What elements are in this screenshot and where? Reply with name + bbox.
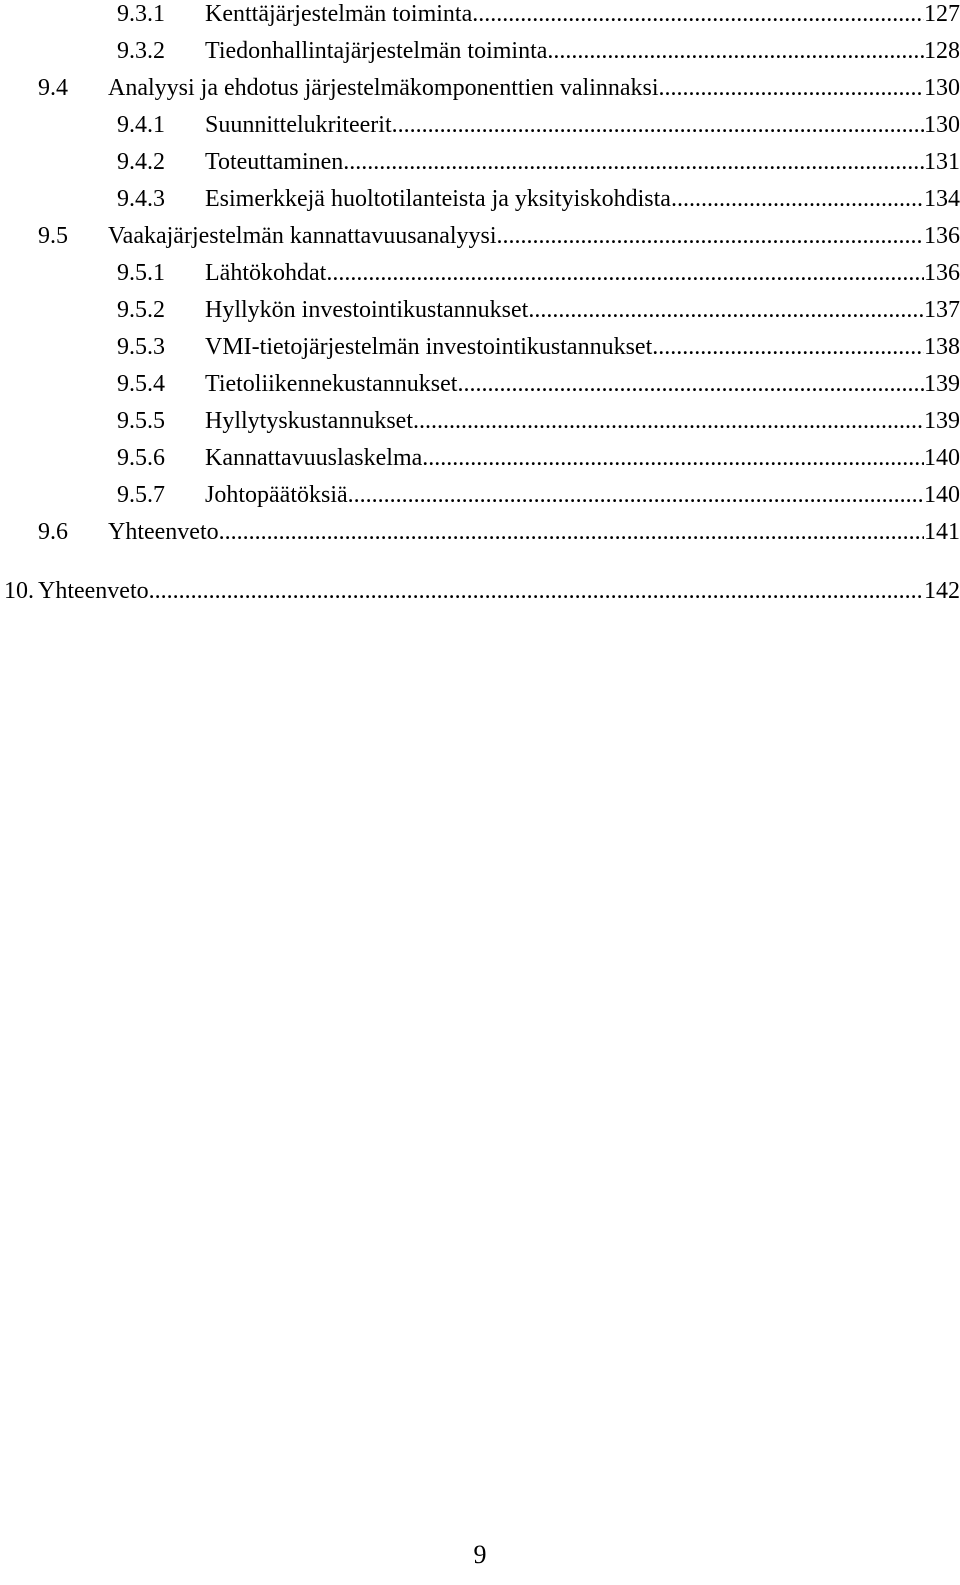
toc-dot-leader	[472, 0, 924, 32]
toc-entry-title: Hyllytyskustannukset	[205, 408, 413, 434]
toc-entry-page: 130	[924, 112, 960, 138]
toc-entry-9-5-3[interactable]	[0, 330, 960, 365]
toc-entry-number: 9.5.4	[117, 371, 165, 397]
toc-entry-title: Yhteenveto	[38, 578, 149, 604]
toc-entry-number: 9.4	[38, 75, 68, 101]
toc-entry-page: 130	[924, 75, 960, 101]
toc-entry-number: 9.6	[38, 519, 68, 545]
toc-dot-leader	[671, 182, 924, 217]
toc-entry-9-4-2[interactable]	[0, 145, 960, 180]
toc-entry-number: 9.5.6	[117, 445, 165, 471]
toc-dot-leader	[528, 293, 924, 328]
toc-entry-9-5-4[interactable]	[0, 367, 960, 402]
toc-dot-leader	[413, 404, 924, 439]
toc-entry-title: Esimerkkejä huoltotilanteista ja yksityiskohdista	[205, 186, 671, 212]
toc-entry-title: Tietoliikennekustannukset	[205, 371, 458, 397]
toc-entry-number: 9.4.1	[117, 112, 165, 138]
toc-entry-number: 9.4.2	[117, 149, 165, 175]
toc-dot-leader	[457, 367, 924, 402]
toc-entry-9-5-6[interactable]	[0, 441, 960, 476]
toc-entry-title: Toteuttaminen	[205, 149, 344, 175]
toc-entry-page: 137	[924, 297, 960, 323]
toc-entry-page: 138	[924, 334, 960, 360]
toc-entry-page: 139	[924, 408, 960, 434]
toc-entry-page: 136	[924, 223, 960, 249]
toc-dot-leader	[326, 256, 924, 291]
toc-entry-9-3-1[interactable]	[0, 0, 960, 32]
toc-entry-number: 9.5.2	[117, 297, 165, 323]
toc-entry-9-5-2[interactable]	[0, 293, 960, 328]
toc-entry-number: 9.5.7	[117, 482, 165, 508]
toc-entry-title: Kannattavuuslaskelma	[205, 445, 423, 471]
toc-entry-number: 9.5	[38, 223, 68, 249]
toc-entry-10[interactable]	[0, 574, 960, 609]
toc-entry-9-4[interactable]	[0, 71, 960, 106]
toc-entry-number: 9.5.1	[117, 260, 165, 286]
toc-dot-leader	[149, 574, 924, 609]
toc-entry-page: 136	[924, 260, 960, 286]
toc-dot-leader	[422, 441, 924, 476]
toc-entry-number: 9.3.1	[117, 1, 165, 27]
toc-entry-page: 139	[924, 371, 960, 397]
toc-entry-9-6[interactable]	[0, 515, 960, 550]
toc-dot-leader	[497, 219, 924, 254]
toc-entry-title: VMI-tietojärjestelmän investointikustannukset	[205, 334, 653, 360]
toc-entry-9-5[interactable]	[0, 219, 960, 254]
toc-entry-title: Johtopäätöksiä	[205, 482, 348, 508]
toc-dot-leader	[392, 108, 924, 143]
toc-entry-number: 9.3.2	[117, 38, 165, 64]
toc-entry-title: Suunnittelukriteerit	[205, 112, 392, 138]
toc-entry-title: Hyllykön investointikustannukset	[205, 297, 529, 323]
toc-dot-leader	[547, 34, 924, 69]
toc-entry-number: 10.	[4, 578, 34, 604]
toc-entry-title: Lähtökohdat	[205, 260, 327, 286]
toc-dot-leader	[659, 71, 924, 106]
toc-entry-number: 9.5.3	[117, 334, 165, 360]
toc-entry-page: 142	[924, 578, 960, 604]
toc-entry-page: 134	[924, 186, 960, 212]
toc-entry-number: 9.5.5	[117, 408, 165, 434]
toc-entry-title: Analyysi ja ehdotus järjestelmäkomponenttien valinnaksi	[108, 75, 659, 101]
toc-dot-leader	[219, 515, 924, 550]
toc-entry-page: 131	[924, 149, 960, 175]
toc-entry-title: Tiedonhallintajärjestelmän toiminta	[205, 38, 548, 64]
toc-entry-9-5-7[interactable]	[0, 478, 960, 513]
toc-entry-page: 141	[924, 519, 960, 545]
page-number: 9	[473, 1540, 487, 1569]
toc-entry-9-5-1[interactable]	[0, 256, 960, 291]
toc-entry-page: 140	[924, 482, 960, 508]
toc-entry-9-4-1[interactable]	[0, 108, 960, 143]
toc-entry-9-4-3[interactable]	[0, 182, 960, 217]
toc-entry-page: 128	[924, 38, 960, 64]
toc-entry-page: 140	[924, 445, 960, 471]
toc-dot-leader	[348, 478, 924, 513]
toc-entry-9-5-5[interactable]	[0, 404, 960, 439]
toc-dot-leader	[343, 145, 924, 180]
toc-dot-leader	[652, 330, 924, 365]
toc-entry-title: Vaakajärjestelmän kannattavuusanalyysi	[108, 223, 497, 249]
toc-entry-title: Yhteenveto	[108, 519, 219, 545]
toc-entry-page: 127	[924, 1, 960, 27]
toc-entry-9-3-2[interactable]	[0, 34, 960, 69]
toc-entry-number: 9.4.3	[117, 186, 165, 212]
toc-entry-title: Kenttäjärjestelmän toiminta	[205, 1, 473, 27]
